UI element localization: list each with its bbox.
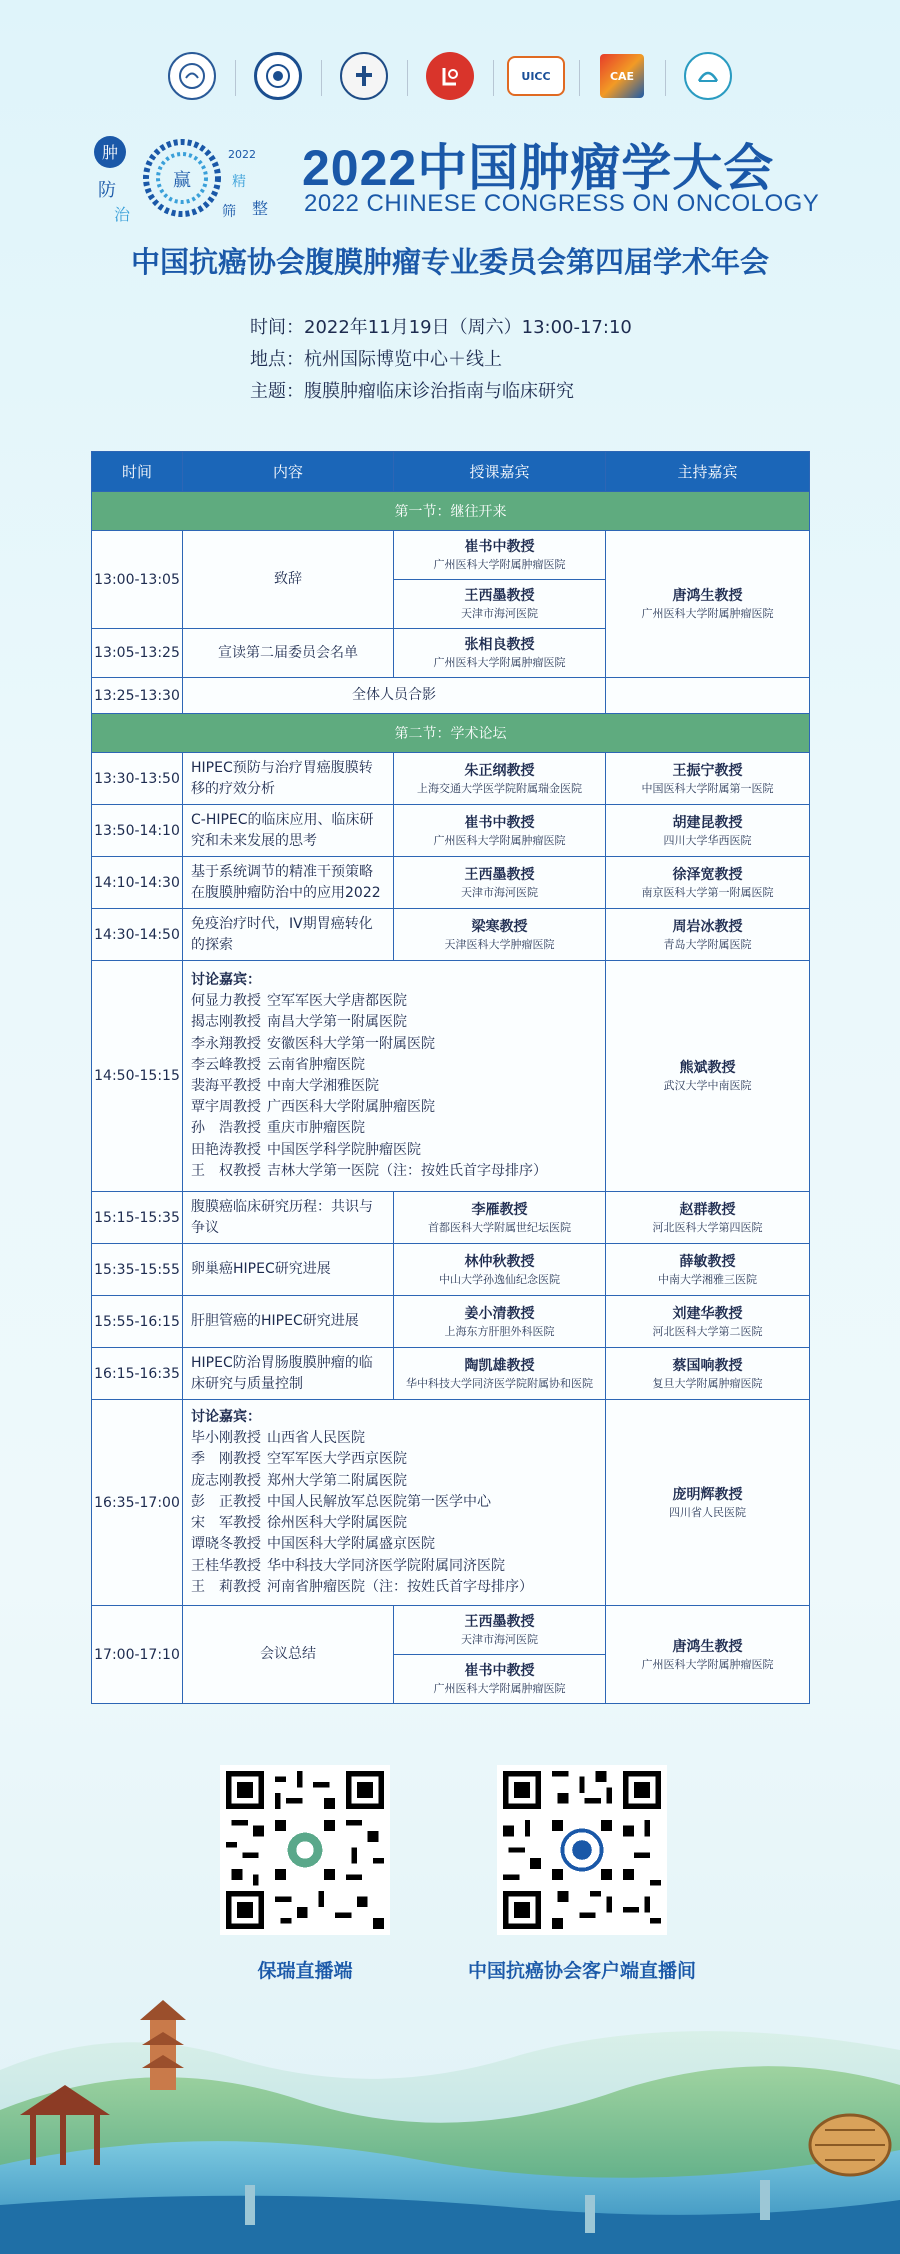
- row-host: [606, 1348, 810, 1400]
- discussion-item: 王 莉教授 河南省肿瘤医院（注：按姓氏首字母排序）: [191, 1578, 533, 1595]
- qr-code-icon: [503, 1771, 661, 1929]
- host-org: 河北医科大学第二医院: [652, 1324, 763, 1338]
- svg-text:2022: 2022: [228, 148, 256, 161]
- host-org: 四川省人民医院: [669, 1505, 746, 1519]
- table-row: [92, 805, 810, 857]
- speaker-name: 崔书中教授: [464, 1663, 535, 1679]
- row-speaker: [394, 1296, 606, 1348]
- discussion-title: 讨论嘉宾：: [191, 971, 261, 988]
- speaker-name: 林仲秋教授: [464, 1253, 535, 1270]
- discussion-item: 王桂华教授 华中科技大学同济医学院附属同济医院: [191, 1557, 505, 1574]
- speaker-name: 陶凯雄教授: [464, 1357, 535, 1374]
- host-org: 河北医科大学第四医院: [652, 1220, 763, 1234]
- qr-code-icon: [226, 1771, 384, 1929]
- meeting-time: 时间：2022年11月19日（周六）13:00-17:10: [250, 317, 632, 338]
- host-org: 武汉大学中南医院: [663, 1079, 752, 1092]
- org-logo-4: [426, 52, 474, 100]
- table-header: [92, 452, 810, 492]
- row-speaker: [394, 629, 606, 678]
- row-topic: 会议总结: [183, 1606, 394, 1704]
- row-speakers: [394, 531, 606, 629]
- uicc-logo: UICC: [507, 56, 565, 96]
- discussion-item: 覃宇周教授 广西医科大学附属肿瘤医院: [191, 1099, 435, 1116]
- org-logo-3: [340, 52, 388, 100]
- discussion-item: 田艳涛教授 中国医学科学院肿瘤医院: [191, 1141, 421, 1158]
- meeting-place: 地点：杭州国际博览中心＋线上: [250, 349, 502, 370]
- discussion-item: 孙 浩教授 重庆市肿瘤医院: [191, 1120, 365, 1137]
- meeting-title: 中国抗癌协会腹膜肿瘤专业委员会第四届学术年会: [130, 245, 769, 279]
- svg-text:赢: 赢: [173, 170, 191, 191]
- speaker-name: 王西墨教授: [464, 866, 535, 883]
- host-name: 赵群教授: [679, 1201, 736, 1218]
- speaker-name: 梁寒教授: [471, 918, 528, 935]
- speaker-org: 广州医科大学附属肿瘤医院: [433, 1682, 566, 1695]
- row-topic: HIPEC预防与治疗胃癌腹膜转移的疗效分析: [183, 753, 394, 805]
- speaker-name: 王西墨教授: [464, 588, 535, 604]
- host-name: 王振宁教授: [672, 762, 743, 779]
- speaker-org: 广州医科大学附属肿瘤医院: [433, 833, 566, 847]
- host-name: 薛敏教授: [679, 1253, 736, 1270]
- host-name: 周岩冰教授: [672, 918, 743, 935]
- row-topic: 卵巢癌HIPEC研究进展: [183, 1244, 394, 1296]
- speaker-org: 天津市海河医院: [461, 1633, 538, 1646]
- row-time: 15:35-15:55: [92, 1244, 183, 1296]
- host-org: 广州医科大学附属肿瘤医院: [641, 1657, 774, 1671]
- speaker-org: 上海东方肝胆外科医院: [444, 1324, 555, 1338]
- row-topic: 腹膜癌临床研究历程：共识与争议: [183, 1192, 394, 1244]
- row-host: [606, 857, 810, 909]
- speaker-name: 崔书中教授: [464, 814, 535, 831]
- row-host: [606, 909, 810, 961]
- meeting-info: [250, 312, 632, 408]
- congress-brand: [82, 128, 822, 238]
- table-row: [92, 1192, 810, 1244]
- row-topic: 免疫治疗时代，IV期胃癌转化的探索: [183, 909, 394, 961]
- table-row: [92, 1606, 810, 1704]
- table-row: [92, 678, 810, 714]
- row-host: [606, 1192, 810, 1244]
- row-topic: C-HIPEC的临床应用、临床研究和未来发展的思考: [183, 805, 394, 857]
- row-topic: 致辞: [183, 531, 394, 629]
- table-row: [92, 1400, 810, 1606]
- discussion-item: 何显力教授 空军军医大学唐都医院: [191, 993, 407, 1010]
- speaker-org: 上海交通大学医学院附属瑞金医院: [417, 781, 582, 795]
- row-time: 13:30-13:50: [92, 753, 183, 805]
- host-org: 复旦大学附属肿瘤医院: [652, 1376, 763, 1390]
- row-time: 17:00-17:10: [92, 1606, 183, 1704]
- row-host: [606, 1400, 810, 1606]
- header-time: 时间: [92, 452, 183, 492]
- row-speakers: [394, 1606, 606, 1704]
- header-content: 内容: [183, 452, 394, 492]
- discussion-title: 讨论嘉宾：: [191, 1409, 261, 1426]
- speaker-org: 天津市海河医院: [461, 607, 538, 620]
- row-time: 13:50-14:10: [92, 805, 183, 857]
- row-time: 15:55-16:15: [92, 1296, 183, 1348]
- row-time: 16:15-16:35: [92, 1348, 183, 1400]
- row-host: [606, 678, 810, 714]
- host-name: 唐鸿生教授: [672, 588, 743, 604]
- section-title: 第一节：继往开来: [92, 492, 810, 531]
- row-speaker: [394, 805, 606, 857]
- congress-logo-icon: [82, 128, 282, 228]
- discussion-item: 李永翔教授 安徽医科大学第一附属医院: [191, 1035, 435, 1052]
- row-time: 14:10-14:30: [92, 857, 183, 909]
- host-org: 广州医科大学附属肿瘤医院: [641, 607, 774, 620]
- speaker-org: 天津医科大学肿瘤医院: [444, 937, 555, 951]
- speaker-org: 中山大学孙逸仙纪念医院: [439, 1272, 560, 1286]
- speaker-name: 张相良教授: [464, 637, 535, 653]
- svg-text:防: 防: [98, 180, 116, 201]
- section-row: [92, 492, 810, 531]
- discussion-item: 季 刚教授 空军军医大学西京医院: [191, 1451, 407, 1468]
- svg-text:肿: 肿: [101, 143, 119, 162]
- agenda-table: [91, 451, 810, 1704]
- caec-logo: CAE: [600, 54, 644, 98]
- table-row: [92, 961, 810, 1192]
- discussion-item: 王 权教授 吉林大学第一医院（注：按姓氏首字母排序）: [191, 1162, 547, 1179]
- svg-text:精: 精: [232, 174, 246, 190]
- host-org: 中国医科大学附属第一医院: [641, 781, 774, 795]
- qr-code-caca[interactable]: [497, 1765, 667, 1935]
- row-topic: 全体人员合影: [183, 678, 606, 714]
- table-row: [92, 857, 810, 909]
- org-logo-7: [684, 52, 732, 100]
- row-host: [606, 1296, 810, 1348]
- host-org: 南京医科大学第一附属医院: [641, 885, 774, 899]
- table-row: [92, 909, 810, 961]
- host-name: 刘建华教授: [672, 1305, 743, 1322]
- host-name: 徐泽宽教授: [672, 866, 743, 883]
- table-row: [92, 753, 810, 805]
- row-time: 16:35-17:00: [92, 1400, 183, 1606]
- table-row: [92, 531, 810, 629]
- host-name: 唐鸿生教授: [672, 1638, 743, 1655]
- row-speaker: [394, 753, 606, 805]
- header-speaker: 授课嘉宾: [394, 452, 606, 492]
- org-logo-1: [168, 52, 216, 100]
- host-name: 熊斌教授: [679, 1060, 736, 1076]
- discussion-item: 揭志刚教授 南昌大学第一附属医院: [191, 1014, 407, 1031]
- host-org: 四川大学华西医院: [663, 833, 752, 847]
- section-row: [92, 714, 810, 753]
- discussion-item: 裴海平教授 中南大学湘雅医院: [191, 1078, 379, 1094]
- qr-code-baorui[interactable]: [220, 1765, 390, 1935]
- congress-subtitle: 2022 CHINESE CONGRESS ON ONCOLOGY: [304, 190, 820, 217]
- stadium-icon: [810, 2115, 890, 2175]
- host-name: 蔡国响教授: [672, 1357, 743, 1374]
- row-speaker: [394, 1244, 606, 1296]
- speaker-org: 天津市海河医院: [461, 885, 538, 899]
- row-time: 13:25-13:30: [92, 678, 183, 714]
- discussion-item: 毕小刚教授 山西省人民医院: [191, 1430, 365, 1447]
- speaker-name: 李雁教授: [471, 1201, 528, 1218]
- section-title: 第二节：学术论坛: [92, 714, 810, 753]
- row-speaker: [394, 1192, 606, 1244]
- discussion-item: 宋 军教授 徐州医科大学附属医院: [191, 1515, 407, 1532]
- speaker-name: 王西墨教授: [464, 1614, 535, 1630]
- qr-label-caca: 中国抗癌协会客户端直播间: [467, 1960, 696, 1982]
- row-topic: 肝胆管癌的HIPEC研究进展: [183, 1296, 394, 1348]
- qr-label-baorui: 保瑞直播端: [257, 1960, 353, 1982]
- discussion-item: 庞志刚教授 郑州大学第二附属医院: [191, 1472, 407, 1489]
- speaker-name: 朱正纲教授: [464, 762, 535, 779]
- speaker-name: 崔书中教授: [464, 539, 535, 555]
- table-row: [92, 1244, 810, 1296]
- row-host: [606, 1606, 810, 1704]
- discussion-item: 彭 正教授 中国人民解放军总医院第一医学中心: [191, 1493, 491, 1510]
- row-host: [606, 1244, 810, 1296]
- speaker-org: 首都医科大学附属世纪坛医院: [428, 1220, 571, 1234]
- table-row: [92, 1296, 810, 1348]
- row-time: 13:00-13:05: [92, 531, 183, 629]
- svg-text:整: 整: [252, 199, 269, 218]
- discussion-guests: [183, 1400, 606, 1606]
- svg-text:治: 治: [114, 205, 131, 224]
- discussion-item: 谭晓冬教授 中国医科大学附属盛京医院: [191, 1536, 435, 1553]
- scenery-illustration: [0, 1960, 900, 2254]
- discussion-guests: [183, 961, 606, 1192]
- table-row: [92, 1348, 810, 1400]
- speaker-org: 华中科技大学同济医学院附属协和医院: [406, 1376, 593, 1390]
- row-host: [606, 531, 810, 678]
- org-logo-2: [254, 52, 302, 100]
- row-topic: 基于系统调节的精准干预策略在腹膜肿瘤防治中的应用2022: [183, 857, 394, 909]
- congress-title: 2022中国肿瘤学大会: [302, 140, 775, 196]
- row-host: [606, 805, 810, 857]
- partner-logos: [0, 52, 900, 100]
- discussion-item: 李云峰教授 云南省肿瘤医院: [191, 1056, 365, 1073]
- row-time: 13:05-13:25: [92, 629, 183, 678]
- svg-text:筛: 筛: [222, 204, 236, 220]
- row-speaker: [394, 857, 606, 909]
- header-host: 主持嘉宾: [606, 452, 810, 492]
- meeting-theme: 主题：腹膜肿瘤临床诊治指南与临床研究: [250, 381, 574, 402]
- host-name: 胡建昆教授: [672, 814, 743, 831]
- row-topic: HIPEC防治胃肠腹膜肿瘤的临床研究与质量控制: [183, 1348, 394, 1400]
- row-host: [606, 961, 810, 1192]
- host-org: 中南大学湘雅三医院: [658, 1272, 757, 1286]
- row-topic: 宣读第二届委员会名单: [183, 629, 394, 678]
- row-speaker: [394, 1348, 606, 1400]
- row-speaker: [394, 909, 606, 961]
- row-time: 14:50-15:15: [92, 961, 183, 1192]
- host-org: 青岛大学附属医院: [663, 937, 752, 951]
- speaker-org: 广州医科大学附属肿瘤医院: [433, 656, 566, 669]
- speaker-name: 姜小清教授: [464, 1305, 535, 1322]
- speaker-org: 广州医科大学附属肿瘤医院: [433, 558, 566, 571]
- row-time: 15:15-15:35: [92, 1192, 183, 1244]
- row-time: 14:30-14:50: [92, 909, 183, 961]
- host-name: 庞明辉教授: [672, 1486, 743, 1503]
- row-host: [606, 753, 810, 805]
